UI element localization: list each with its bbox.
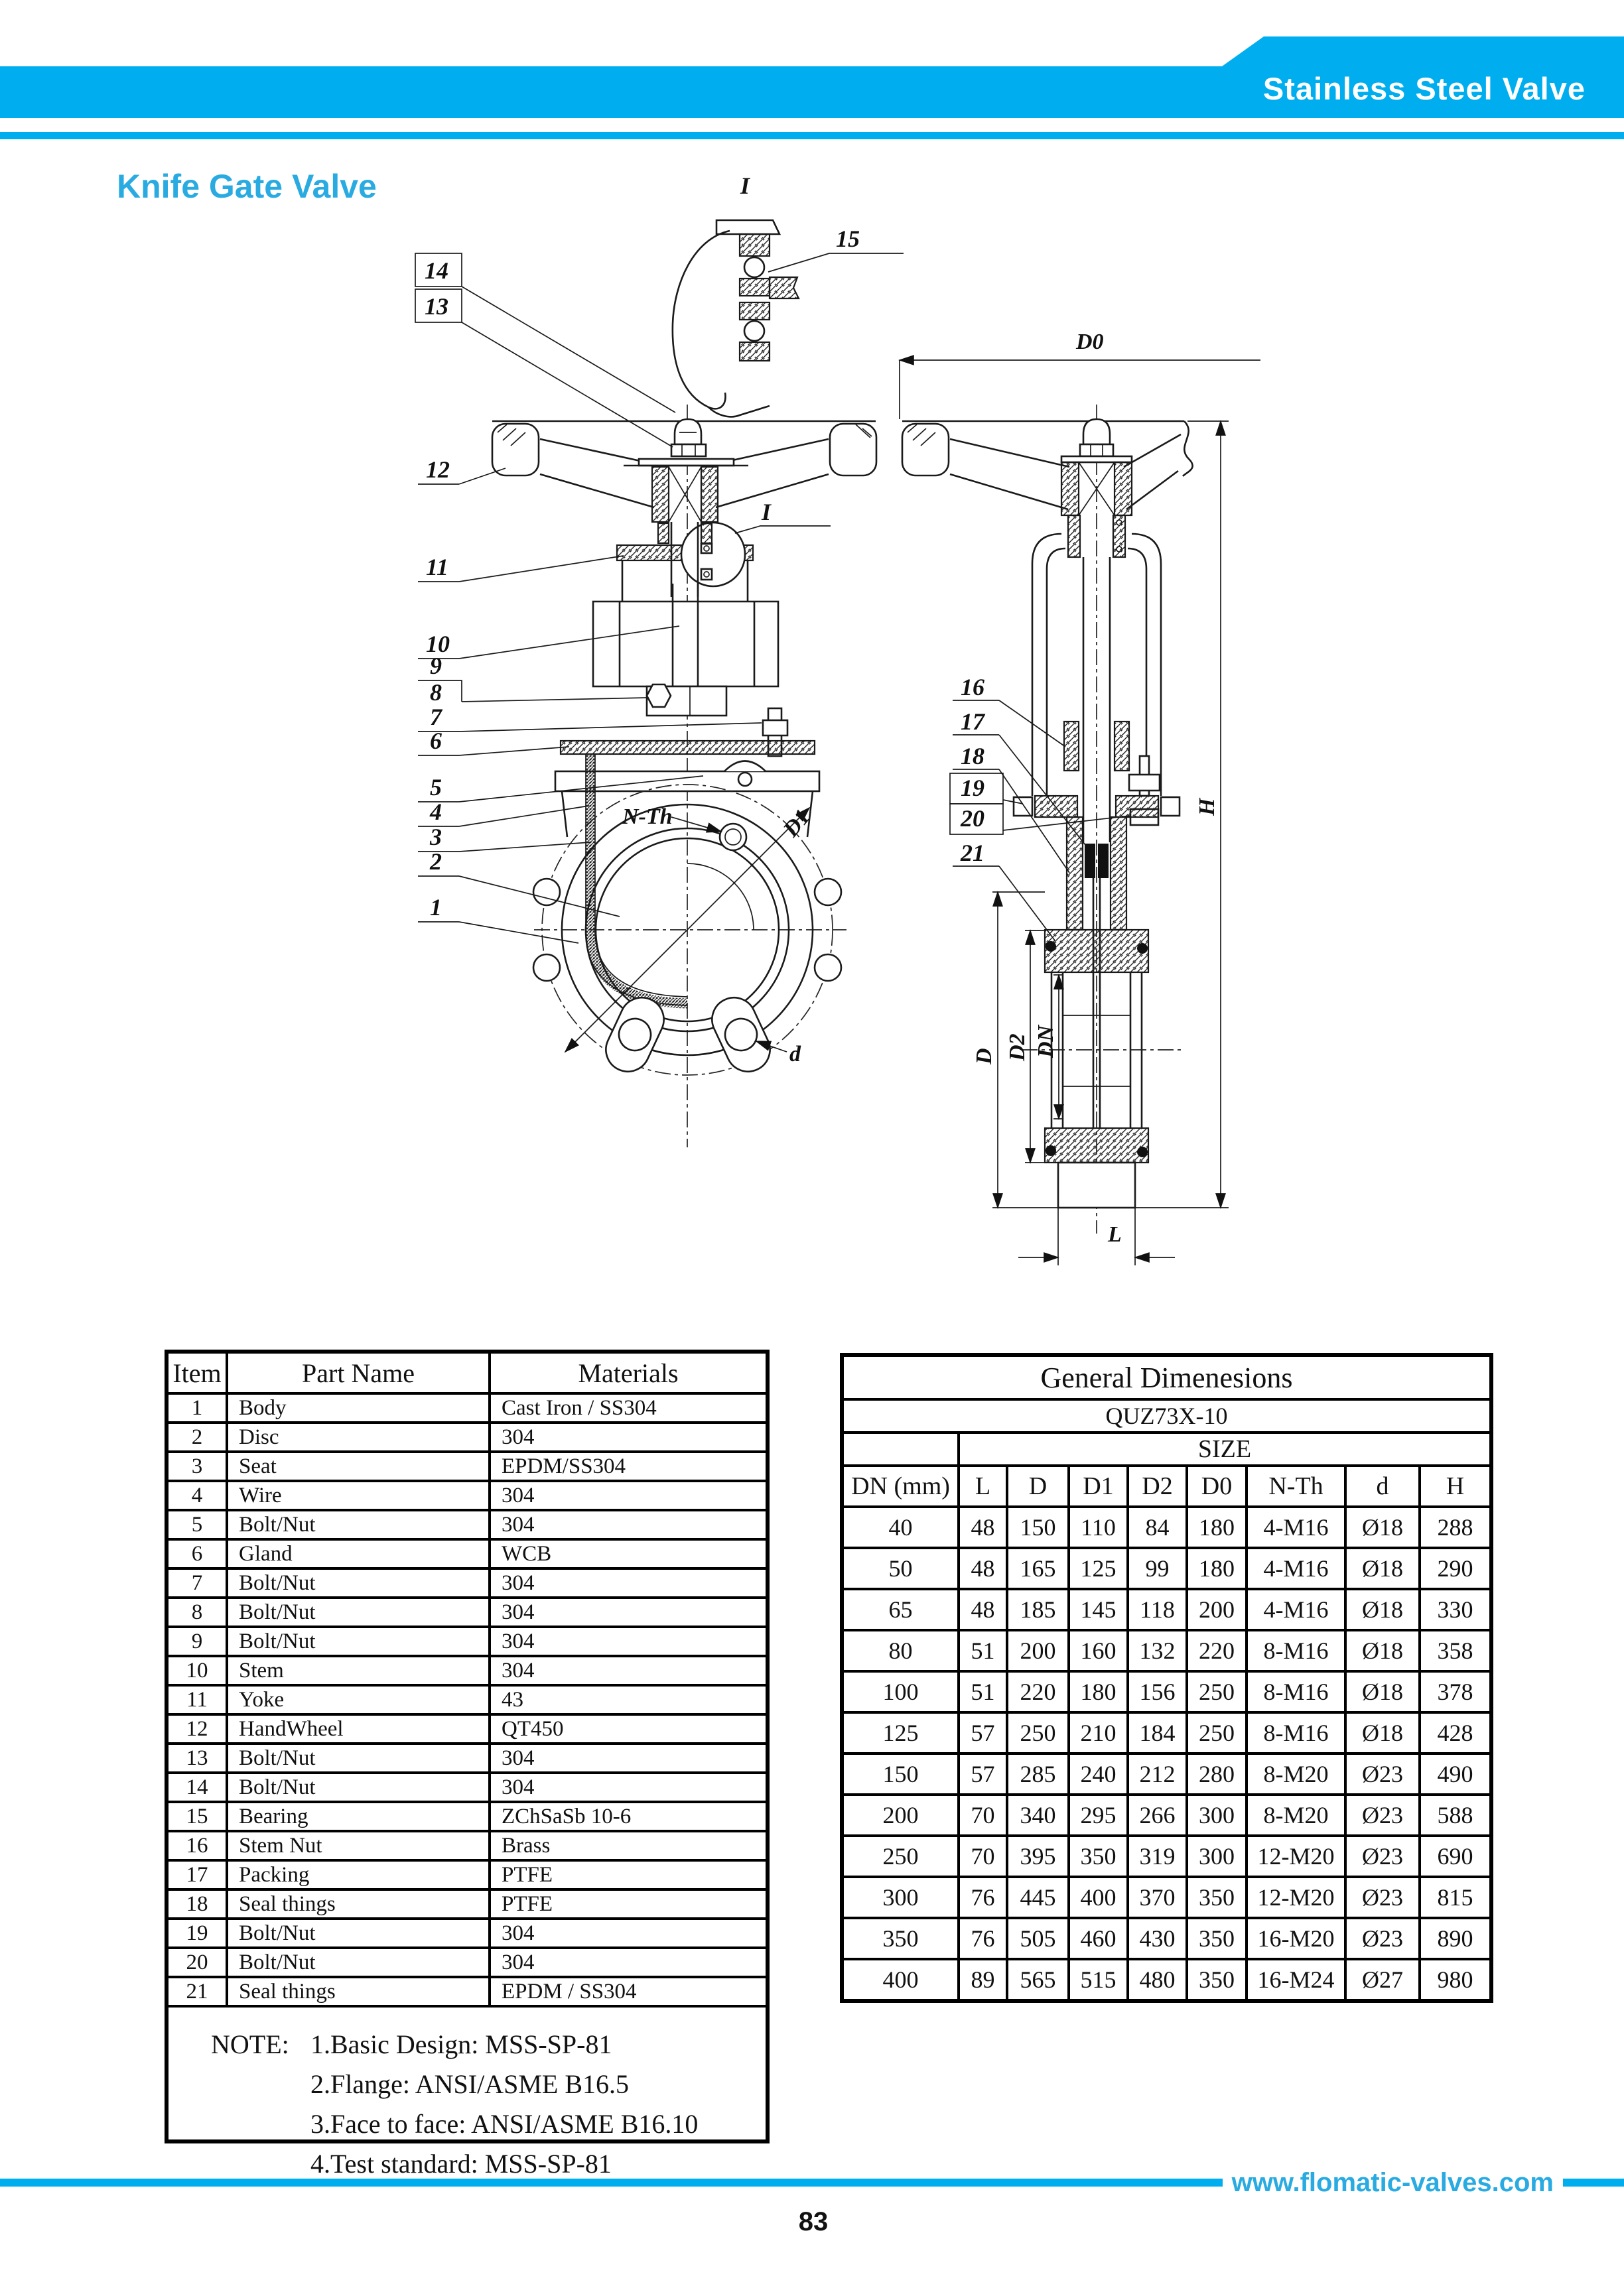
- dim-d0: 350: [1187, 1959, 1247, 2001]
- dim-d1: 160: [1069, 1630, 1128, 1671]
- part-name: HandWheel: [227, 1714, 490, 1744]
- dim-d2: 430: [1128, 1918, 1187, 1959]
- dim-d0: 280: [1187, 1754, 1247, 1795]
- part-name: Disc: [227, 1423, 490, 1452]
- header-rule: [0, 132, 1624, 139]
- part-material: Cast Iron / SS304: [490, 1393, 766, 1423]
- part-material: PTFE: [490, 1889, 766, 1919]
- dim-nth: 12-M20: [1247, 1836, 1345, 1877]
- dim-label-dn: DN: [1034, 1025, 1058, 1058]
- dim-label-d-small: d: [789, 1042, 801, 1066]
- table-row: [169, 1977, 766, 2006]
- dim-d1: 350: [1069, 1836, 1128, 1877]
- footer-url[interactable]: www.flomatic-valves.com: [1231, 2167, 1554, 2197]
- parts-table-body: [169, 1393, 766, 2006]
- dim-d2: 212: [1128, 1754, 1187, 1795]
- dim-d: 505: [1007, 1918, 1069, 1959]
- dim-d1: 460: [1069, 1918, 1128, 1959]
- callout-label: 2: [430, 848, 442, 875]
- part-material: EPDM/SS304: [490, 1452, 766, 1481]
- part-item-number: 14: [169, 1773, 227, 1802]
- dim-label-d2: D2: [1005, 1033, 1030, 1061]
- dim-dsmall: Ø23: [1345, 1795, 1420, 1836]
- dim-d0: 300: [1187, 1836, 1247, 1877]
- dim-d2: 480: [1128, 1959, 1187, 2001]
- dims-col-header: D0: [1187, 1466, 1247, 1507]
- table-row: [842, 1754, 1491, 1795]
- callout-label: 15: [836, 225, 860, 252]
- part-material: 304: [490, 1568, 766, 1598]
- note-block: [169, 2008, 766, 2184]
- table-row: [169, 1919, 766, 1948]
- dims-model-row: [842, 1399, 1491, 1433]
- dim-dsmall: Ø23: [1345, 1754, 1420, 1795]
- part-item-number: 9: [169, 1627, 227, 1656]
- part-name: Gland: [227, 1539, 490, 1568]
- part-item-number: 18: [169, 1889, 227, 1919]
- dim-dsmall: Ø18: [1345, 1712, 1420, 1754]
- parts-table: [169, 1354, 766, 2008]
- dims-header-row: [842, 1466, 1491, 1507]
- callout-label: 19: [961, 775, 984, 801]
- dim-d1: 240: [1069, 1754, 1128, 1795]
- table-row: [842, 1877, 1491, 1918]
- part-name: Bolt/Nut: [227, 1568, 490, 1598]
- dims-col-header: D: [1007, 1466, 1069, 1507]
- table-row: [169, 1714, 766, 1744]
- dim-dsmall: Ø18: [1345, 1548, 1420, 1589]
- dim-dn: 100: [842, 1671, 959, 1712]
- part-name: Yoke: [227, 1685, 490, 1714]
- dim-l: 76: [959, 1877, 1007, 1918]
- callout-label: 21: [961, 840, 984, 866]
- dim-label-d-big: D: [972, 1048, 996, 1064]
- dim-d0: 350: [1187, 1877, 1247, 1918]
- part-name: Bearing: [227, 1802, 490, 1831]
- part-name: Bolt/Nut: [227, 1510, 490, 1539]
- dim-d2: 156: [1128, 1671, 1187, 1712]
- dim-h: 890: [1420, 1918, 1491, 1959]
- callout-label: 8: [430, 679, 442, 706]
- dim-d2: 370: [1128, 1877, 1187, 1918]
- table-row: [842, 1548, 1491, 1589]
- part-name: Packing: [227, 1860, 490, 1889]
- callout-label: 9: [430, 653, 442, 679]
- part-item-number: 11: [169, 1685, 227, 1714]
- dim-d0: 250: [1187, 1671, 1247, 1712]
- part-name: Bolt/Nut: [227, 1773, 490, 1802]
- table-row: [842, 1836, 1491, 1877]
- part-name: Wire: [227, 1481, 490, 1510]
- parts-col-header-materials: Materials: [490, 1354, 766, 1393]
- dim-h: 588: [1420, 1795, 1491, 1836]
- part-item-number: 20: [169, 1948, 227, 1977]
- dim-d1: 515: [1069, 1959, 1128, 2001]
- part-material: 304: [490, 1919, 766, 1948]
- table-row: [842, 1712, 1491, 1754]
- dim-h: 358: [1420, 1630, 1491, 1671]
- callout-label: 10: [426, 631, 450, 657]
- part-item-number: 10: [169, 1656, 227, 1685]
- table-row: [169, 1539, 766, 1568]
- dims-size-label: SIZE: [959, 1433, 1491, 1466]
- part-item-number: 17: [169, 1860, 227, 1889]
- dim-d: 165: [1007, 1548, 1069, 1589]
- part-item-number: 16: [169, 1831, 227, 1860]
- dim-dn: 300: [842, 1877, 959, 1918]
- part-material: 304: [490, 1773, 766, 1802]
- table-row: [842, 1795, 1491, 1836]
- dim-dsmall: Ø23: [1345, 1836, 1420, 1877]
- dim-h: 490: [1420, 1754, 1491, 1795]
- dim-h: 815: [1420, 1877, 1491, 1918]
- detail-view-label: I: [740, 172, 750, 199]
- note-text: 4.Test standard: MSS-SP-81: [310, 2149, 612, 2179]
- dim-d1: 400: [1069, 1877, 1128, 1918]
- dim-h: 690: [1420, 1836, 1491, 1877]
- part-name: Bolt/Nut: [227, 1598, 490, 1627]
- dim-h: 428: [1420, 1712, 1491, 1754]
- dim-dn: 65: [842, 1589, 959, 1630]
- table-row: [169, 1773, 766, 1802]
- dims-model: QUZ73X-10: [842, 1399, 1491, 1433]
- dim-d2: 184: [1128, 1712, 1187, 1754]
- footer: [0, 2167, 1624, 2198]
- dims-col-header: D2: [1128, 1466, 1187, 1507]
- part-name: Bolt/Nut: [227, 1744, 490, 1773]
- part-material: Brass: [490, 1831, 766, 1860]
- technical-drawing: [398, 172, 1260, 1326]
- dim-nth: 8-M16: [1247, 1671, 1345, 1712]
- part-name: Seat: [227, 1452, 490, 1481]
- part-material: 304: [490, 1598, 766, 1627]
- dim-h: 288: [1420, 1507, 1491, 1548]
- part-name: Stem Nut: [227, 1831, 490, 1860]
- part-material: 304: [490, 1948, 766, 1977]
- table-row: [842, 1589, 1491, 1630]
- part-name: Bolt/Nut: [227, 1627, 490, 1656]
- dim-d2: 118: [1128, 1589, 1187, 1630]
- dim-dsmall: Ø27: [1345, 1959, 1420, 2001]
- part-item-number: 5: [169, 1510, 227, 1539]
- part-item-number: 6: [169, 1539, 227, 1568]
- part-material: 304: [490, 1481, 766, 1510]
- valve-drawing-svg: [398, 172, 1260, 1326]
- dim-nth: 16-M20: [1247, 1918, 1345, 1959]
- table-row: [169, 1656, 766, 1685]
- part-item-number: 8: [169, 1598, 227, 1627]
- table-row: [169, 1393, 766, 1423]
- part-item-number: 13: [169, 1744, 227, 1773]
- part-material: 304: [490, 1744, 766, 1773]
- dim-d: 220: [1007, 1671, 1069, 1712]
- callout-label: 4: [430, 798, 442, 825]
- dim-h: 330: [1420, 1589, 1491, 1630]
- table-row: [169, 1452, 766, 1481]
- dim-dsmall: Ø23: [1345, 1918, 1420, 1959]
- side-view: [902, 405, 1193, 1234]
- part-name: Bolt/Nut: [227, 1919, 490, 1948]
- dim-dn: 125: [842, 1712, 959, 1754]
- dim-nth: 4-M16: [1247, 1548, 1345, 1589]
- part-material: 304: [490, 1627, 766, 1656]
- dim-l: 57: [959, 1712, 1007, 1754]
- dim-d2: 266: [1128, 1795, 1187, 1836]
- dim-dsmall: Ø18: [1345, 1507, 1420, 1548]
- part-name: Seal things: [227, 1977, 490, 2006]
- table-row: [169, 1627, 766, 1656]
- table-row: [842, 1671, 1491, 1712]
- table-row: [169, 1598, 766, 1627]
- callout-label: 12: [426, 456, 450, 483]
- dimensions-table: [840, 1353, 1493, 2003]
- table-row: [842, 1630, 1491, 1671]
- dim-l: 48: [959, 1507, 1007, 1548]
- part-item-number: 1: [169, 1393, 227, 1423]
- dim-dn: 350: [842, 1918, 959, 1959]
- part-item-number: 3: [169, 1452, 227, 1481]
- detail-ref-label: I: [762, 499, 772, 525]
- note-line: [211, 2065, 759, 2104]
- dim-dn: 200: [842, 1795, 959, 1836]
- dims-col-header: d: [1345, 1466, 1420, 1507]
- parts-col-header-name: Part Name: [227, 1354, 490, 1393]
- table-row: [169, 1481, 766, 1510]
- note-line: [211, 2104, 759, 2144]
- dim-label-h: H: [1195, 798, 1219, 816]
- callout-label: 5: [430, 774, 442, 800]
- callout-label: 14: [425, 257, 448, 284]
- part-item-number: 4: [169, 1481, 227, 1510]
- dim-l: 57: [959, 1754, 1007, 1795]
- dim-d0: 350: [1187, 1918, 1247, 1959]
- callout-label: 11: [426, 554, 449, 580]
- part-material: 304: [490, 1510, 766, 1539]
- note-line: [211, 2025, 759, 2065]
- dim-label-l: L: [1108, 1222, 1122, 1247]
- callout-label: 17: [961, 708, 984, 735]
- table-row: [169, 1568, 766, 1598]
- dim-d0: 200: [1187, 1589, 1247, 1630]
- dim-l: 48: [959, 1548, 1007, 1589]
- note-text: 2.Flange: ANSI/ASME B16.5: [310, 2069, 630, 2099]
- dim-dsmall: Ø18: [1345, 1589, 1420, 1630]
- dim-l: 70: [959, 1836, 1007, 1877]
- dim-h: 980: [1420, 1959, 1491, 2001]
- part-material: EPDM / SS304: [490, 1977, 766, 2006]
- table-row: [169, 1889, 766, 1919]
- dims-table-body: [842, 1507, 1491, 2001]
- dim-l: 76: [959, 1918, 1007, 1959]
- dim-d: 445: [1007, 1877, 1069, 1918]
- table-row: [842, 1959, 1491, 2001]
- dim-nth: 4-M16: [1247, 1589, 1345, 1630]
- table-row: [169, 1510, 766, 1539]
- dim-d2: 84: [1128, 1507, 1187, 1548]
- callout-label: 6: [430, 728, 442, 754]
- dim-d0: 180: [1187, 1507, 1247, 1548]
- dim-nth: 8-M20: [1247, 1795, 1345, 1836]
- dims-col-header: D1: [1069, 1466, 1128, 1507]
- dim-l: 48: [959, 1589, 1007, 1630]
- dim-l: 51: [959, 1630, 1007, 1671]
- page-title: Knife Gate Valve: [117, 168, 377, 205]
- dims-col-header: H: [1420, 1466, 1491, 1507]
- dim-d2: 99: [1128, 1548, 1187, 1589]
- page-number: 83: [798, 2207, 829, 2236]
- part-item-number: 19: [169, 1919, 227, 1948]
- dim-d1: 180: [1069, 1671, 1128, 1712]
- parts-header-row: [169, 1354, 766, 1393]
- callout-label: 18: [961, 743, 984, 769]
- footer-rule-left: [0, 2179, 1223, 2187]
- part-name: Seal things: [227, 1889, 490, 1919]
- dim-d1: 125: [1069, 1548, 1128, 1589]
- part-material: 304: [490, 1423, 766, 1452]
- dim-d: 150: [1007, 1507, 1069, 1548]
- dim-nth: 4-M16: [1247, 1507, 1345, 1548]
- callout-label: 7: [430, 704, 442, 730]
- note-label: NOTE:: [211, 2029, 289, 2059]
- dim-d0: 300: [1187, 1795, 1247, 1836]
- callout-label: 20: [961, 805, 984, 832]
- part-item-number: 7: [169, 1568, 227, 1598]
- banner-title: Stainless Steel Valve: [1262, 71, 1586, 106]
- part-material: PTFE: [490, 1860, 766, 1889]
- table-row: [169, 1831, 766, 1860]
- part-name: Body: [227, 1393, 490, 1423]
- parts-table-container: [165, 1350, 770, 2179]
- dim-dn: 50: [842, 1548, 959, 1589]
- dim-label-n-th: N-Th: [622, 804, 673, 829]
- dim-d2: 319: [1128, 1836, 1187, 1877]
- part-material: QT450: [490, 1714, 766, 1744]
- dims-title-row: [842, 1355, 1491, 1399]
- part-material: ZChSaSb 10-6: [490, 1802, 766, 1831]
- dim-nth: 8-M20: [1247, 1754, 1345, 1795]
- part-item-number: 21: [169, 1977, 227, 2006]
- dims-table-title: General Dimenesions: [842, 1355, 1491, 1399]
- dim-d1: 110: [1069, 1507, 1128, 1548]
- part-item-number: 15: [169, 1802, 227, 1831]
- dim-d: 250: [1007, 1712, 1069, 1754]
- callout-label: 1: [430, 894, 442, 921]
- table-row: [169, 1423, 766, 1452]
- detail-view: [673, 172, 904, 416]
- dim-d: 200: [1007, 1630, 1069, 1671]
- part-name: Bolt/Nut: [227, 1948, 490, 1977]
- dim-d1: 210: [1069, 1712, 1128, 1754]
- part-material: WCB: [490, 1539, 766, 1568]
- dim-nth: 8-M16: [1247, 1712, 1345, 1754]
- dim-dsmall: Ø23: [1345, 1877, 1420, 1918]
- dim-d: 395: [1007, 1836, 1069, 1877]
- dims-size-spacer: [842, 1433, 959, 1466]
- callout-label: 16: [961, 674, 984, 700]
- note-text: 3.Face to face: ANSI/ASME B16.10: [310, 2109, 699, 2139]
- dims-col-header-dn: DN (mm): [842, 1466, 959, 1507]
- dimensions-table-container: [840, 1353, 1489, 2003]
- part-item-number: 2: [169, 1423, 227, 1452]
- table-row: [169, 1860, 766, 1889]
- dims-size-row: [842, 1433, 1491, 1466]
- dim-d1: 295: [1069, 1795, 1128, 1836]
- dim-l: 70: [959, 1795, 1007, 1836]
- dims-col-header: L: [959, 1466, 1007, 1507]
- dim-nth: 8-M16: [1247, 1630, 1345, 1671]
- dim-d0: 220: [1187, 1630, 1247, 1671]
- dim-d: 340: [1007, 1795, 1069, 1836]
- dim-dsmall: Ø18: [1345, 1671, 1420, 1712]
- dim-d: 565: [1007, 1959, 1069, 2001]
- part-item-number: 12: [169, 1714, 227, 1744]
- part-material: 304: [490, 1656, 766, 1685]
- dim-d: 285: [1007, 1754, 1069, 1795]
- dims-col-header: N-Th: [1247, 1466, 1345, 1507]
- dim-h: 290: [1420, 1548, 1491, 1589]
- dim-d: 185: [1007, 1589, 1069, 1630]
- table-row: [842, 1918, 1491, 1959]
- dim-nth: 16-M24: [1247, 1959, 1345, 2001]
- part-name: Stem: [227, 1656, 490, 1685]
- note-text: 1.Basic Design: MSS-SP-81: [310, 2029, 612, 2059]
- dim-dn: 250: [842, 1836, 959, 1877]
- dim-d0: 180: [1187, 1548, 1247, 1589]
- dim-label-d0: D0: [1076, 330, 1104, 354]
- callout-label: 13: [425, 293, 448, 320]
- table-row: [842, 1507, 1491, 1548]
- table-row: [169, 1948, 766, 1977]
- table-row: [169, 1744, 766, 1773]
- dim-nth: 12-M20: [1247, 1877, 1345, 1918]
- dim-d1: 145: [1069, 1589, 1128, 1630]
- dim-d0: 250: [1187, 1712, 1247, 1754]
- parts-col-header-item: Item: [169, 1354, 227, 1393]
- footer-rule-right: [1563, 2179, 1624, 2187]
- dim-l: 89: [959, 1959, 1007, 2001]
- front-view: [492, 405, 876, 1147]
- dim-dn: 40: [842, 1507, 959, 1548]
- dim-dn: 80: [842, 1630, 959, 1671]
- dim-label-d1: D1: [778, 804, 815, 842]
- dim-dn: 400: [842, 1959, 959, 2001]
- dim-dsmall: Ø18: [1345, 1630, 1420, 1671]
- dim-dn: 150: [842, 1754, 959, 1795]
- table-row: [169, 1802, 766, 1831]
- dim-h: 378: [1420, 1671, 1491, 1712]
- dim-l: 51: [959, 1671, 1007, 1712]
- table-row: [169, 1685, 766, 1714]
- part-material: 43: [490, 1685, 766, 1714]
- callout-label: 3: [430, 824, 442, 850]
- dim-d2: 132: [1128, 1630, 1187, 1671]
